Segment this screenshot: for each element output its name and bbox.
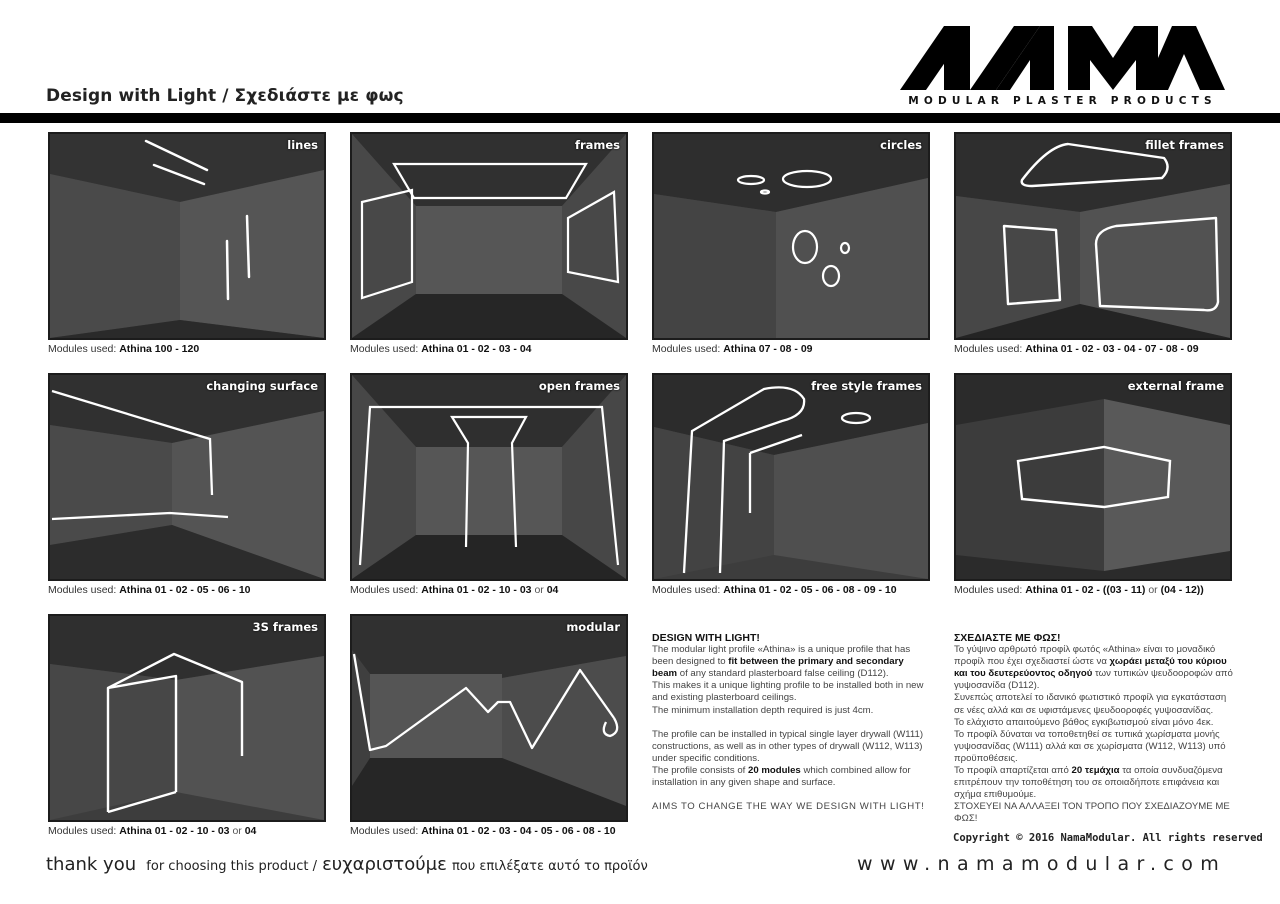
footer-thank-you: thank you for choosing this product / ευχαριστούμε που επιλέξατε αυτό το προϊόν xyxy=(46,854,648,875)
header-divider xyxy=(0,113,1280,123)
greek-description xyxy=(954,632,1234,826)
greek-heading: ΣΧΕΔΙΑΣΤΕ ΜΕ ΦΩΣ! xyxy=(954,632,1061,644)
tile-label: 3S frames xyxy=(252,620,318,634)
caption-external-frame: Modules used: Athina 01 - 02 - ((03 - 11) or (04 - 12)) xyxy=(954,584,1204,596)
tile-modular xyxy=(350,614,628,822)
caption-open-frames: Modules used: Athina 01 - 02 - 10 - 03 or 04 xyxy=(350,584,559,596)
english-paragraph: This makes it a unique lighting profile to be installed both in new and existing plasterboard ceilings. xyxy=(652,680,924,704)
caption-free-style-frames: Modules used: Athina 01 - 02 - 05 - 06 - 08 - 09 - 10 xyxy=(652,584,897,596)
greek-aim: ΣΤΟΧΕΥΕΙ ΝΑ ΑΛΛΑΞΕΙ ΤΟΝ ΤΡΟΠΟ ΠΟΥ ΣΧΕΔΙΑΖΟΥΜΕ ΜΕ ΦΩΣ! xyxy=(954,801,1230,825)
website-link[interactable]: www.namamodular.com xyxy=(857,853,1227,875)
free-style-frames-render-icon xyxy=(654,375,928,579)
tile-lines xyxy=(48,132,326,340)
caption-frames: Modules used: Athina 01 - 02 - 03 - 04 xyxy=(350,343,532,355)
greek-paragraph: Το προφίλ απαρτίζεται από 20 τεμάχια τα οποία συνδυαζόμενα επιτρέπουν την τοποθέτηση του σε οποιαδήποτε επιφάνεια και σχήμα επιθυμούμε. xyxy=(954,765,1223,801)
3s-frames-render-icon xyxy=(50,616,324,820)
english-paragraph: The profile consists of 20 modules which combined allow for installation in any given shape and surface. xyxy=(652,764,911,789)
tile-3s-frames xyxy=(48,614,326,822)
tile-label: open frames xyxy=(538,379,620,393)
open-frames-render-icon xyxy=(352,375,626,579)
modular-render-icon xyxy=(352,616,626,820)
nama-logo-mark-icon xyxy=(900,24,1225,92)
greek-paragraph: Το ελάχιστο απαιτούμενο βάθος εγκιβωτισμού είναι μόνο 4εκ. xyxy=(954,716,1214,728)
lines-render-icon xyxy=(50,134,324,338)
tile-free-style-frames xyxy=(652,373,930,581)
english-paragraph: The profile can be installed in typical single layer drywall (W111) constructions, as well as in other types of drywall (W112, W113) under specific conditions. xyxy=(652,728,924,764)
tile-label: circles xyxy=(880,138,922,152)
tile-circles xyxy=(652,132,930,340)
english-heading: DESIGN WITH LIGHT! xyxy=(652,632,760,644)
page-title: Design with Light / Σχεδιάστε με φως xyxy=(46,86,404,106)
external-frame-render-icon xyxy=(956,375,1230,579)
frames-render-icon xyxy=(352,134,626,338)
fillet-frames-render-icon xyxy=(956,134,1230,338)
tile-label: free style frames xyxy=(811,379,922,393)
english-paragraph: The minimum installation depth required is just 4cm. xyxy=(652,704,874,716)
caption-fillet-frames: Modules used: Athina 01 - 02 - 03 - 04 - 07 - 08 - 09 xyxy=(954,343,1199,355)
tile-label: external frame xyxy=(1127,379,1224,393)
caption-changing-surface: Modules used: Athina 01 - 02 - 05 - 06 - 10 xyxy=(48,584,251,596)
caption-modular: Modules used: Athina 01 - 02 - 03 - 04 - 05 - 06 - 08 - 10 xyxy=(350,825,616,837)
logo-subtitle: MODULAR PLASTER PRODUCTS xyxy=(908,95,1217,107)
greek-paragraph: Το προφίλ δύναται να τοποθετηθεί σε τυπικά χωρίσματα μονής γυψοσανίδας (W111) αλλά και σε χωρίσματα (W112, W113) υπό προϋποθέσεις. xyxy=(954,728,1226,764)
greek-paragraph: Συνεπώς αποτελεί το ιδανικό φωτιστικό προφίλ για εγκατάσταση σε νέες αλλά και σε υφιστάμενες ψευδοοροφές γυψοσανίδας. xyxy=(954,692,1227,716)
tile-fillet-frames xyxy=(954,132,1232,340)
caption-lines: Modules used: Athina 100 - 120 xyxy=(48,343,200,355)
greek-paragraph: Το γύψινο αρθρωτό προφίλ φωτός «Athina» είναι το μοναδικό προφίλ που έχει σχεδιαστεί ώστε να χωράει μεταξύ του κύριου και του δευτερεύοντος οδηγού των τυπικών ψευδοοροφών από γυψοσανίδα (D112). xyxy=(954,644,1233,692)
changing-surface-render-icon xyxy=(50,375,324,579)
caption-circles: Modules used: Athina 07 - 08 - 09 xyxy=(652,343,813,355)
tile-changing-surface xyxy=(48,373,326,581)
english-description xyxy=(652,632,930,813)
tile-label: fillet frames xyxy=(1145,138,1224,152)
tile-label: frames xyxy=(574,138,620,152)
english-aim: AIMS TO CHANGE THE WAY WE DESIGN WITH LIGHT! xyxy=(652,801,925,813)
tile-frames xyxy=(350,132,628,340)
english-paragraph: The modular light profile «Athina» is a unique profile that has been designed to fit between the primary and secondary beam of any standard plasterboard false ceiling (D112). xyxy=(652,644,911,680)
tile-label: changing surface xyxy=(206,379,318,393)
circles-render-icon xyxy=(654,134,928,338)
copyright-notice: Copyright © 2016 NamaModular. All rights reserved xyxy=(953,832,1263,844)
tile-label: lines xyxy=(287,138,318,152)
tile-label: modular xyxy=(566,620,620,634)
tile-open-frames xyxy=(350,373,628,581)
nama-logo xyxy=(900,24,1225,108)
caption-3s-frames: Modules used: Athina 01 - 02 - 10 - 03 or 04 xyxy=(48,825,257,837)
tile-external-frame xyxy=(954,373,1232,581)
